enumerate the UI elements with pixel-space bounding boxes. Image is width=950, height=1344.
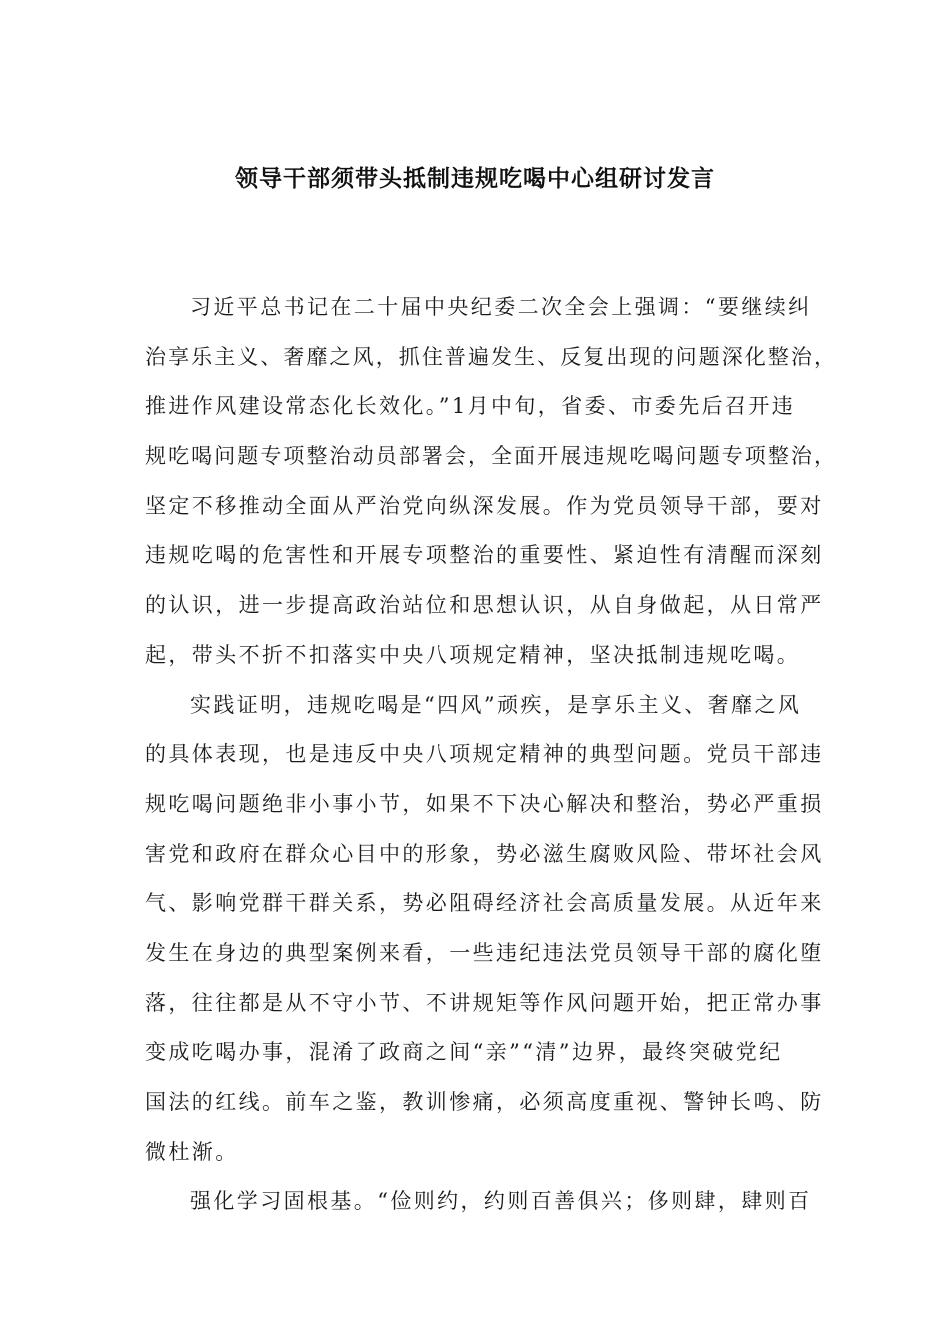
paragraph-2-line-8: 变成吃喝办事，混淆了政商之间“亲”“清”边界，最终突破党纪 — [145, 1040, 783, 1065]
paragraph-2-line-2: 的具体表现，也是违反中央八项规定精神的典型问题。党员干部违 — [145, 742, 824, 767]
paragraph-1-line-3: 推进作风建设常态化长效化。”1月中旬，省委、市委先后召开违 — [145, 394, 796, 419]
paragraph-2-line-7: 落，往往都是从不守小节、不讲规矩等作风问题开始，把正常办事 — [145, 990, 824, 1015]
paragraph-1-line-2: 治享乐主义、奢靡之风，抓住普遍发生、反复出现的问题深化整治， — [145, 344, 835, 369]
paragraph-2-line-9: 国法的红线。前车之鉴，教训惨痛，必须高度重视、警钟长鸣、防 — [145, 1090, 824, 1114]
paragraph-2-line-3: 规吃喝问题绝非小事小节，如果不下决心解决和整治，势必严重损 — [145, 791, 824, 816]
paragraph-1-line-6: 违规吃喝的危害性和开展专项整治的重要性、紧迫性有清醒而深刻 — [145, 543, 824, 568]
paragraph-1-line-8: 起，带头不折不扣落实中央八项规定精神，坚决抵制违规吃喝。 — [145, 642, 801, 667]
paragraph-1-line-7: 的认识，进一步提高政治站位和思想认识，从自身做起，从日常严 — [145, 593, 824, 618]
paragraph-1-line-5: 坚定不移推动全面从严治党向纵深发展。作为党员领导干部，要对 — [145, 493, 824, 518]
paragraph-1-line-4: 规吃喝问题专项整治动员部署会，全面开展违规吃喝问题专项整治， — [145, 444, 835, 469]
paragraph-2-line-10: 微杜渐。 — [145, 1139, 239, 1164]
paragraph-3-line-1: 强化学习固根基。“俭则约，约则百善俱兴；侈则肆，肆则百 — [190, 1189, 812, 1214]
paragraph-2-line-1: 实践证明，违规吃喝是“四风”顽疾，是享乐主义、奢靡之风 — [190, 692, 802, 717]
paragraph-2-line-5: 气、影响党群干群关系，势必阻碍经济社会高质量发展。从近年来 — [145, 891, 824, 916]
paragraph-2-line-4: 害党和政府在群众心目中的形象，势必滋生腐败风险、带坏社会风 — [145, 841, 824, 866]
paragraph-1-line-1: 习近平总书记在二十届中央纪委二次全会上强调：“要继续纠 — [190, 295, 812, 319]
paragraph-2-line-6: 发生在身边的典型案例来看，一些违纪违法党员领导干部的腐化堕 — [145, 940, 824, 965]
document-body — [145, 283, 835, 1227]
document-title: 领导干部须带头抵制违规吃喝中心组研讨发言 — [235, 165, 715, 192]
